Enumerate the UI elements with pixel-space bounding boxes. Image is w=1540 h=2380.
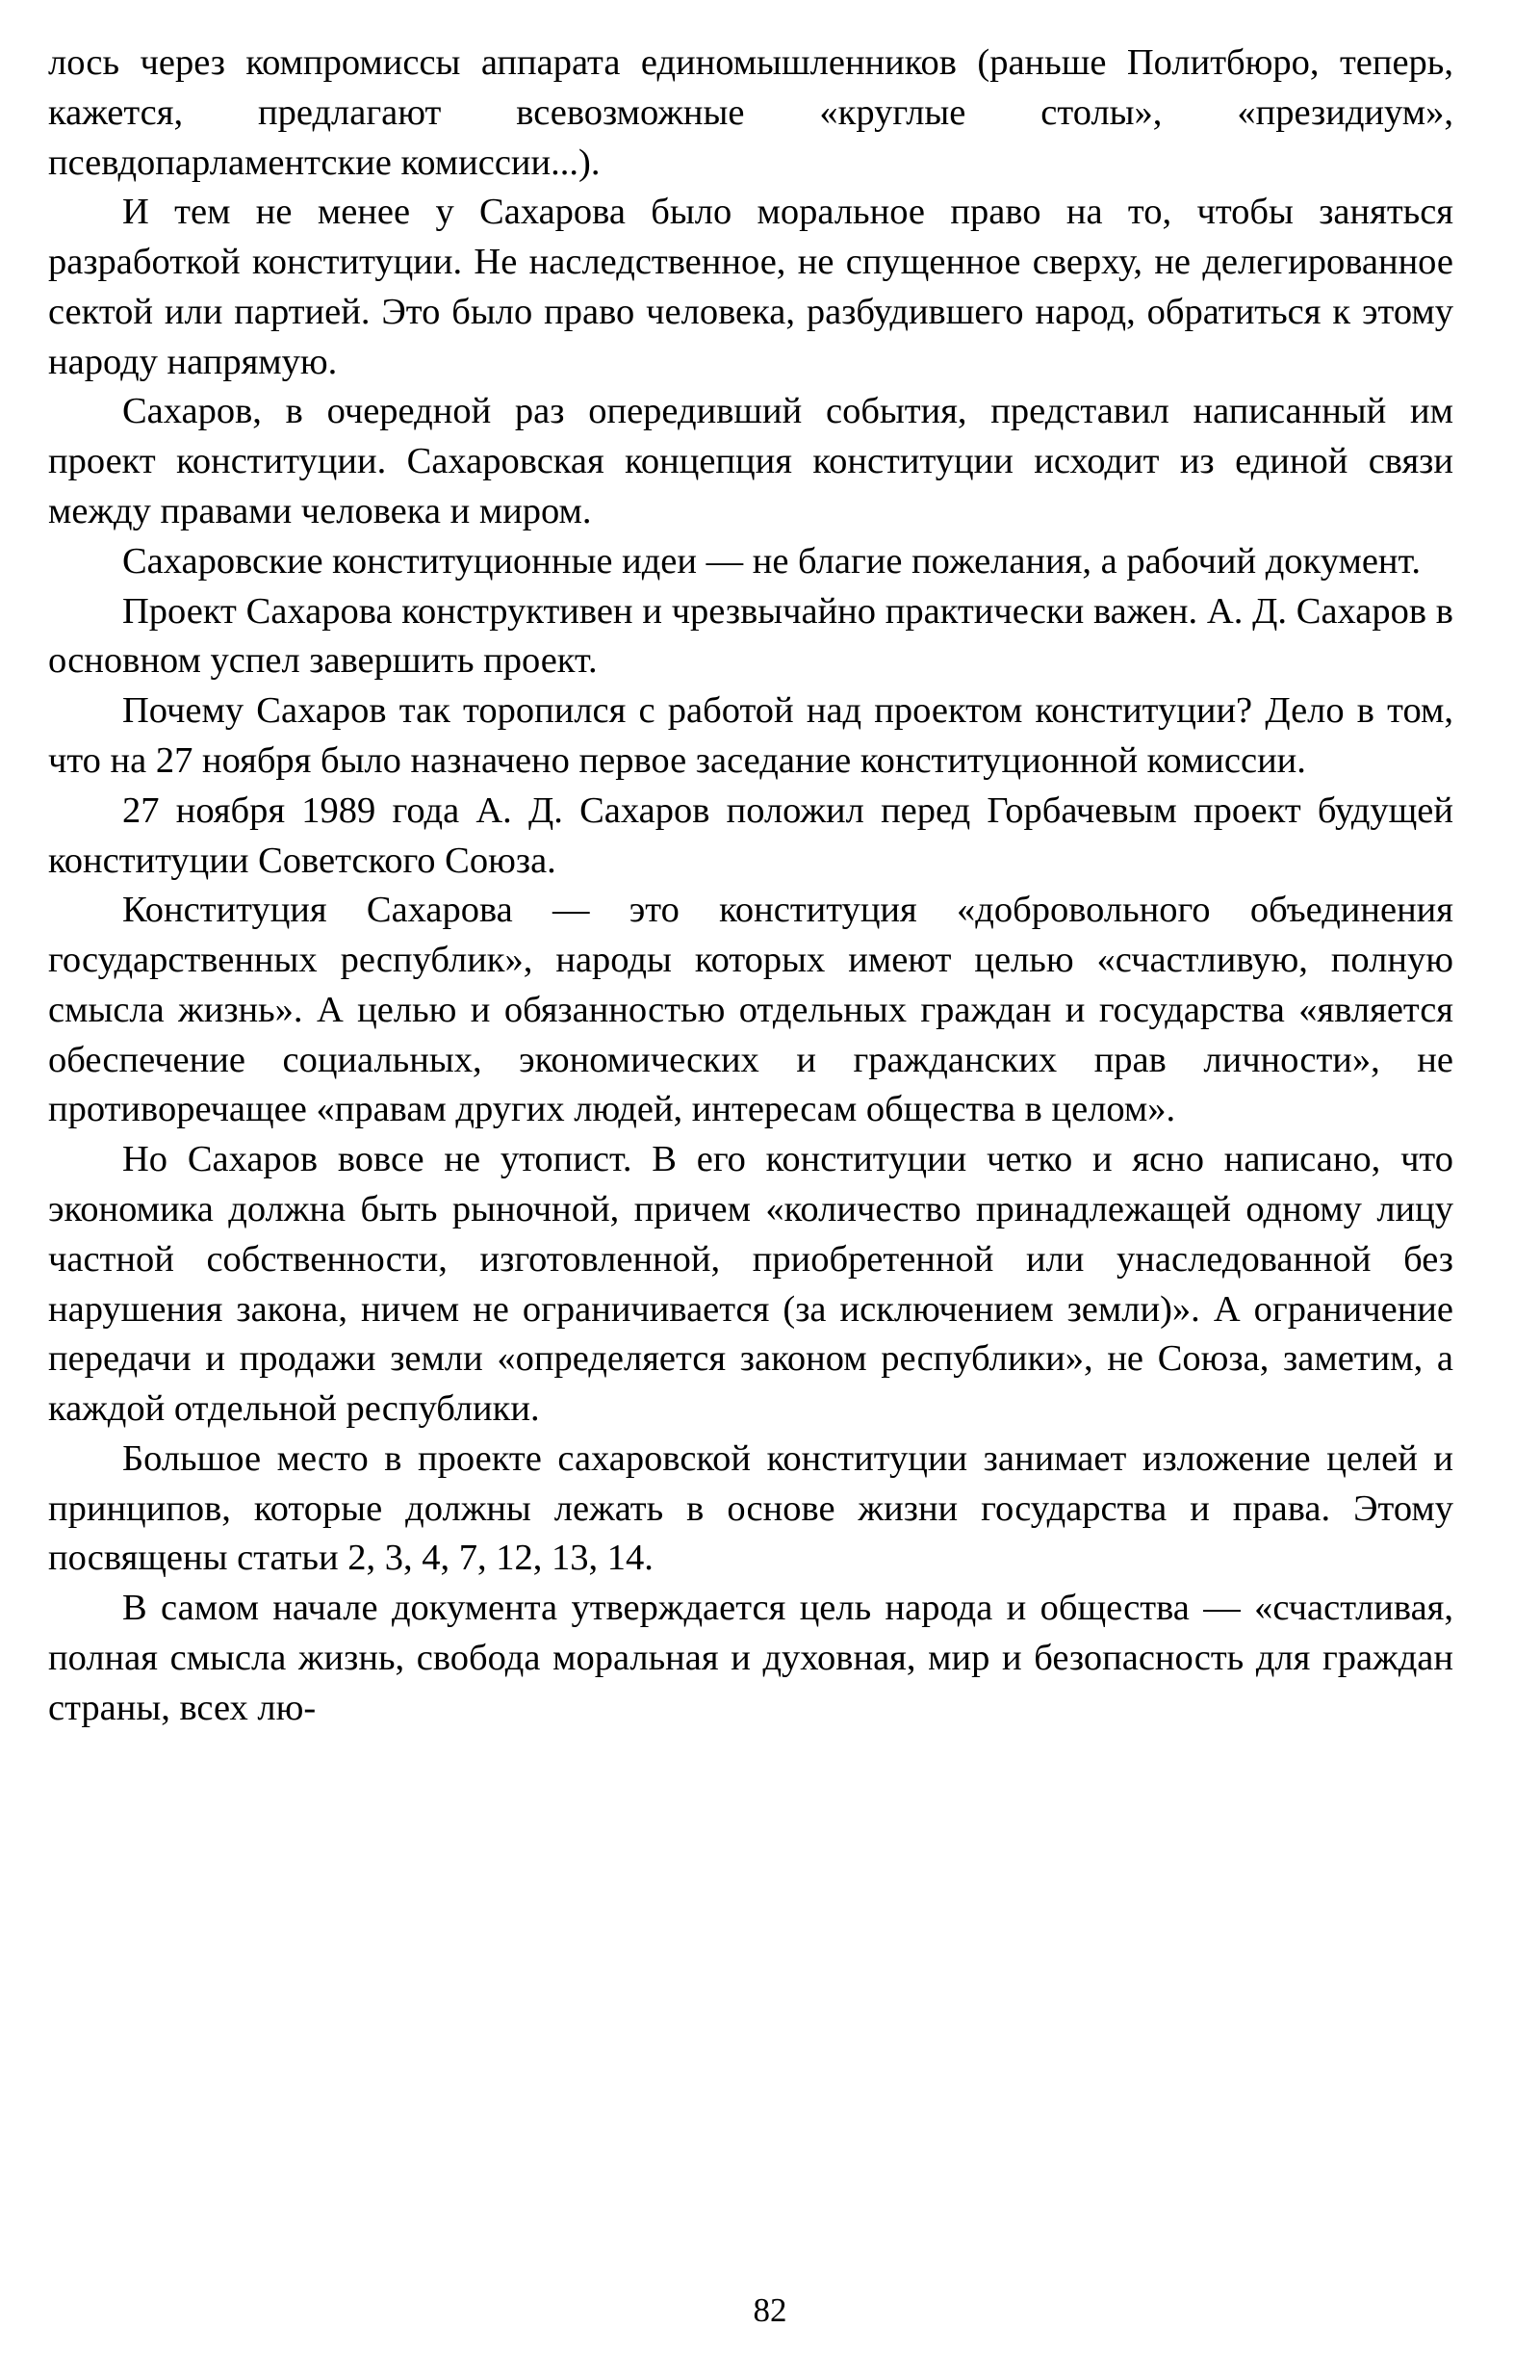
paragraph: И тем не менее у Сахарова было моральное право на то, чтобы заняться разработкой конституции. Не наследственное, не спущенное сверху, не делегированное сектой или партией. Это было право человека, разбудившего народ, обратиться к этому народу напрямую.	[48, 192, 1453, 382]
paragraph: Но Сахаров вовсе не утопист. В его конституции четко и ясно написано, что экономика должна быть рыночной, причем «количество принадлежащей одному лицу частной собственности, изготовленной, приобретенной или унаследованной без нарушения закона, ничем не ограничивается (за исключением земли)». А ограничение передачи и продажи земли «определяется законом республики», не Союза, заметим, а каждой отдельной республики.	[48, 1139, 1453, 1430]
paragraph: Проект Сахарова конструктивен и чрезвычайно практически важен. А. Д. Сахаров в основном успел завершить проект.	[48, 590, 1453, 682]
paragraph: В самом начале документа утверждается цель народа и общества — «счастливая, полная смысла жизнь, свобода моральная и духовная, мир и безопасность для граждан страны, всех лю-	[48, 1588, 1453, 1728]
paragraph: Сахаровские конституционные идеи — не благие пожелания, а рабочий документ.	[122, 540, 1422, 582]
paragraph: лось через компромиссы аппарата единомышленников (раньше Политбюро, теперь, кажется, предлагают всевозможные «круглые столы», «президиум», псевдопарламентские комиссии...).	[48, 42, 1453, 183]
page-body	[48, 39, 1453, 1734]
page-number: 82	[753, 2291, 787, 2329]
paragraph: Конституция Сахарова — это конституция «добровольного объединения государственных республик», народы которых имеют целью «счастливую, полную смысла жизнь». А целью и обязанностью отдельных граждан и государства «является обеспечение социальных, экономических и гражданских прав личности», не противоречащее «правам других людей, интересам общества в целом».	[48, 890, 1453, 1130]
paragraph: Сахаров, в очередной раз опередивший события, представил написанный им проект конституции. Сахаровская концепция конституции исходит из единой связи между правами человека и миром.	[48, 391, 1453, 532]
paragraph: Почему Сахаров так торопился с работой над проектом конституции? Дело в том, что на 27 ноября было назначено первое заседание конституционной комиссии.	[48, 690, 1453, 781]
paragraph: 27 ноября 1989 года А. Д. Сахаров положил перед Горбачевым проект будущей конституции Советского Союза.	[48, 789, 1453, 881]
paragraph: Большое место в проекте сахаровской конституции занимает изложение целей и принципов, которые должны лежать в основе жизни государства и права. Этому посвящены статьи 2, 3, 4, 7, 12, 13, 14.	[48, 1437, 1453, 1579]
